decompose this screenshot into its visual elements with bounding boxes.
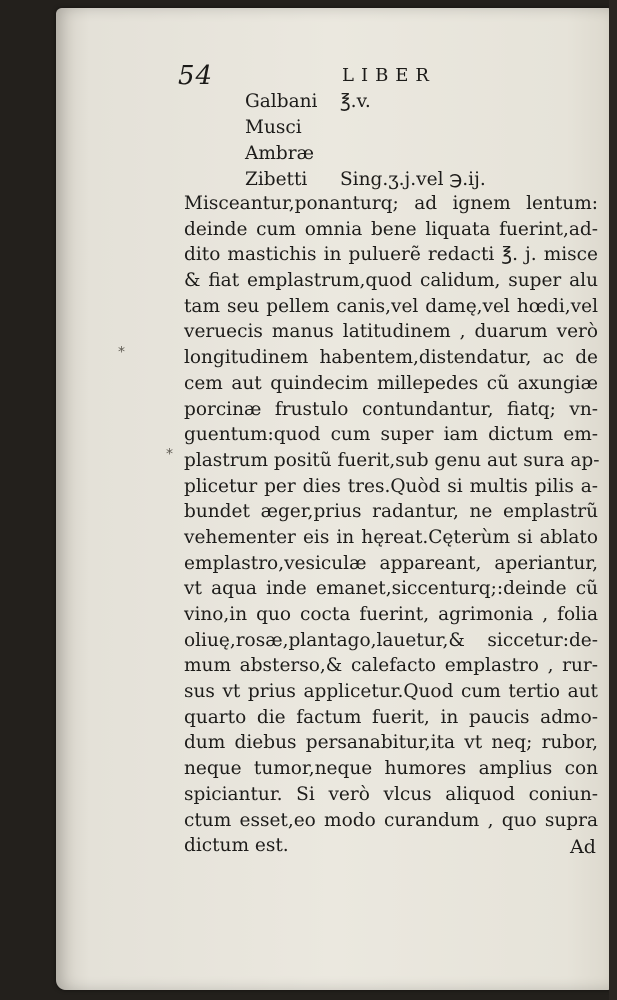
ingredient-line: [245, 89, 545, 115]
text-line: tam seu pellem canis,vel damę,vel hœdi,vel: [184, 295, 598, 317]
ingredient-name: Zibetti: [245, 169, 308, 190]
text-line: deinde cum omnia bene liquata fuerint,ad-: [184, 218, 598, 240]
text-line: dum diebus persanabitur,ita vt neq; rubor,: [184, 732, 598, 754]
ingredient-name: Ambræ: [245, 143, 314, 164]
catchword: Ad: [570, 836, 596, 858]
text-line: neque tumor,neque humores amplius con: [184, 758, 598, 780]
margin-bleedthrough-mark: ⁎: [118, 340, 125, 356]
ingredient-line: [245, 115, 545, 141]
text-line: cem aut quindecim millepedes cũ axungiæ: [184, 372, 598, 394]
ingredient-line: [245, 167, 545, 193]
text-line: dictum est.: [184, 835, 289, 857]
running-head: LIBER: [342, 65, 436, 86]
text-line: plastrum positũ fuerit,sub genu aut sura ap-: [184, 449, 600, 471]
text-line: veruecis manus latitudinem , duarum verò: [184, 321, 598, 343]
ingredient-name: Musci: [245, 117, 302, 138]
text-line: longitudinem habentem,distendatur, ac de: [184, 347, 598, 369]
text-line: guentum:quod cum super iam dictum em-: [184, 424, 598, 446]
text-line: sus vt prius applicetur.Quod cum tertio aut: [184, 681, 598, 703]
text-line: Misceantur,ponanturq; ad ignem lentum:: [184, 193, 598, 214]
page-edge: [609, 0, 617, 1000]
text-line: vino,in quo cocta fuerint, agrimonia , folia: [184, 604, 598, 625]
ingredient-list: [245, 89, 545, 193]
ingredient-name: Galbani: [245, 91, 318, 112]
text-line: vt aqua inde emanet,siccenturq;:deinde cũ: [184, 578, 598, 600]
page-number: 54: [178, 61, 214, 91]
text-line: dito mastichis in puluerẽ redacti ℥. j. misce: [184, 244, 598, 266]
text-line: emplastro,vesiculæ appareant, aperiantur,: [184, 552, 598, 574]
body-text: [184, 191, 604, 859]
text-line: ctum esset,eo modo curandum , quo supra: [184, 809, 598, 831]
text-line: oliuę,rosæ,plantago,lauetur,& siccetur:de-: [184, 629, 598, 651]
text-line: mum absterso,& calefacto emplastro , rur-: [184, 655, 598, 677]
margin-bleedthrough-mark: ⁎: [166, 442, 173, 458]
text-line: bundet æger,prius radantur, ne emplastrũ: [184, 501, 598, 523]
ingredient-line: [245, 141, 545, 167]
text-line: spiciantur. Si verò vlcus aliquod coniun-: [184, 783, 598, 805]
text-line: vehementer eis in hęreat.Cęterùm si ablato: [184, 526, 598, 548]
ingredient-dose: Sing.ʒ.j.vel ℈.ij.: [340, 169, 486, 190]
text-line: plicetur per dies tres.Quòd si multis pilis a-: [184, 475, 598, 497]
text-line: & fiat emplastrum,quod calidum, super alu: [184, 270, 598, 292]
text-line: quarto die factum fuerit, in paucis admo-: [184, 706, 598, 728]
text-line: porcinæ frustulo contundantur, fiatq; vn-: [184, 398, 598, 420]
ingredient-dose: ℥.v.: [340, 91, 371, 112]
